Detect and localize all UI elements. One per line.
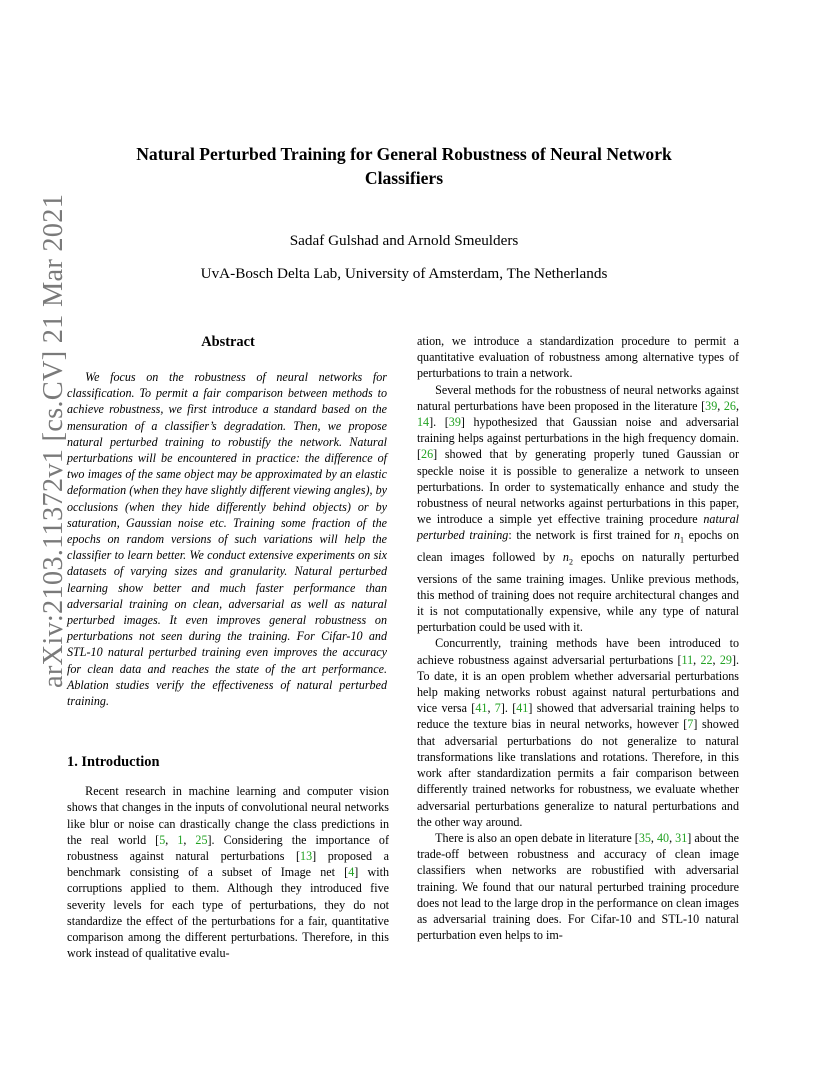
title-line-1: Natural Perturbed Training for General Robustness of Neural Network — [136, 144, 672, 164]
citation-link[interactable]: 26 — [723, 398, 736, 413]
paper-authors: Sadaf Gulshad and Arnold Smeulders — [289, 232, 519, 249]
emphasis-term: natural perturbed training — [417, 512, 739, 543]
citation-link[interactable]: 7 — [494, 701, 501, 716]
citation-link[interactable]: 25 — [195, 832, 208, 847]
intro-paragraph-3: Several methods for the robustness of neural networks against natural perturbations have been proposed in the literature [39, 26, 14]. [39] hypothesized that Gaussian noise and adversarial training helps against perturbations in the high frequency domain. [26] showed that by generating properly tuned Gaussian or speckle noise it is possible to generalize a network to unseen perturbations. In order to systematically enhance and study the robustness of neural networks against perturbations in this paper, we introduce a simple yet effective training procedure natural perturbed training: the network is first trained for $n_1$ epochs on clean images followed by $n_2$ epochs on naturally perturbed versions of the same training images. Unlike previous methods, this method of training does not require architectural changes and it is not computationally expensive, while any type of natural perturbation could be used with it. — [417, 382, 739, 635]
citation-link[interactable]: 7 — [687, 717, 694, 732]
citation-link[interactable]: 5 — [159, 832, 166, 847]
section-heading-introduction: 1. Introduction — [67, 754, 160, 771]
arxiv-side-stamp: arXiv:2103.11372v1 [cs.CV] 21 Mar 2021 — [38, 193, 69, 688]
intro-paragraph-1: Recent research in machine learning and computer vision shows that changes in the inputs of convolutional neural networks like blur or noise can drastically change the class predictions in the real world [5, 1, 25]. Considering the importance of robustness against natural perturbations [13] proposed a benchmark consisting of a subset of Image net [4] with corruptions applied to them. Although they introduced five severity levels for each type of perturbations, they do not standardize the effect of the perturbations for a fair, quantitative comparison among the different perturbations. Therefore, in this work instead of qualitative evalu- — [67, 784, 390, 961]
abstract-body: We focus on the robustness of neural networks for classification. To permit a fair comparison between methods to achieve robustness, we first introduce a standard based on the mensuration of a classifier’s degradation. Then, we propose natural perturbed training to robustify the network. Natural perturbations will be encountered in practice: the difference of two images of the same object may be approximated by an elastic deformation (when they have slightly different viewing angles), by occlusions (when they hide differently behind objects) or by saturation, Gaussian noise etc. Training some fraction of the epochs on random versions of such variations will help the classifier to learn better. We conduct extensive experiments on six datasets of varying sizes and granularity. Natural perturbed learning show better and much faster performance than adversarial training on clean, adversarial as well as natural perturbed images. It even improves general robustness on perturbations not seen during the training. For Cifar-10 and STL-10 natural perturbed training even improves the accuracy for clean data and reaches the state of the art performance. Ablation studies verify the effectiveness of natural perturbed training. — [67, 370, 387, 709]
citation-link[interactable]: 39 — [448, 415, 461, 430]
paper-title — [90, 142, 718, 190]
citation-link[interactable]: 22 — [700, 652, 713, 667]
citation-link[interactable]: 41 — [516, 701, 529, 716]
citation-link[interactable]: 39 — [705, 398, 718, 413]
math-n1: $n_1$ — [673, 528, 684, 545]
citation-link[interactable]: 35 — [638, 830, 651, 845]
citation-link[interactable]: 11 — [681, 652, 694, 667]
citation-link[interactable]: 14 — [417, 415, 430, 430]
citation-link[interactable]: 31 — [675, 830, 688, 845]
citation-link[interactable]: 41 — [475, 701, 488, 716]
left-column — [67, 333, 389, 962]
intro-paragraph-2: ation, we introduce a standardization procedure to permit a quantitative evaluation of robustness among alternative types of perturbations to train a network. — [417, 334, 739, 381]
title-line-2: Classifiers — [364, 168, 444, 188]
citation-link[interactable]: 1 — [177, 832, 184, 847]
citation-link[interactable]: 40 — [656, 830, 670, 845]
citation-link[interactable]: 4 — [348, 865, 355, 880]
math-n2: $n_2$ — [562, 550, 573, 567]
citation-link[interactable]: 29 — [719, 652, 732, 667]
intro-paragraph-5: There is also an open debate in literature [35, 40, 31] about the trade-off between robustness and accuracy of clean image classifiers when networks are robustified with adversarial training. We found that our natural perturbed training procedure does not lead to the large drop in the performance on clean images as adversarial training does. For Cifar-10 and STL-10 natural perturbation even helps to im- — [417, 830, 740, 943]
abstract-heading: Abstract — [201, 334, 255, 350]
citation-link[interactable]: 26 — [421, 447, 434, 462]
paper-affiliation: UvA-Bosch Delta Lab, University of Amsterdam, The Netherlands — [200, 265, 608, 282]
intro-paragraph-4: Concurrently, training methods have been introduced to achieve robustness against adversarial perturbations [11, 22, 29]. To date, it is an open problem whether adversarial perturbations help making networks robust against natural perturbations and vice versa [41, 7]. [41] showed that adversarial training helps to reduce the texture bias in neural networks, however [7] showed that adversarial perturbations do not generalize to natural transformations like translations and rotations. Therefore, in this work after standardization permits a fair comparison between differently trained networks for robustness, we evaluate whether adversarial perturbations generalize to natural perturbations and the other way around. — [417, 636, 740, 829]
citation-link[interactable]: 13 — [300, 849, 313, 864]
right-column — [417, 333, 739, 943]
